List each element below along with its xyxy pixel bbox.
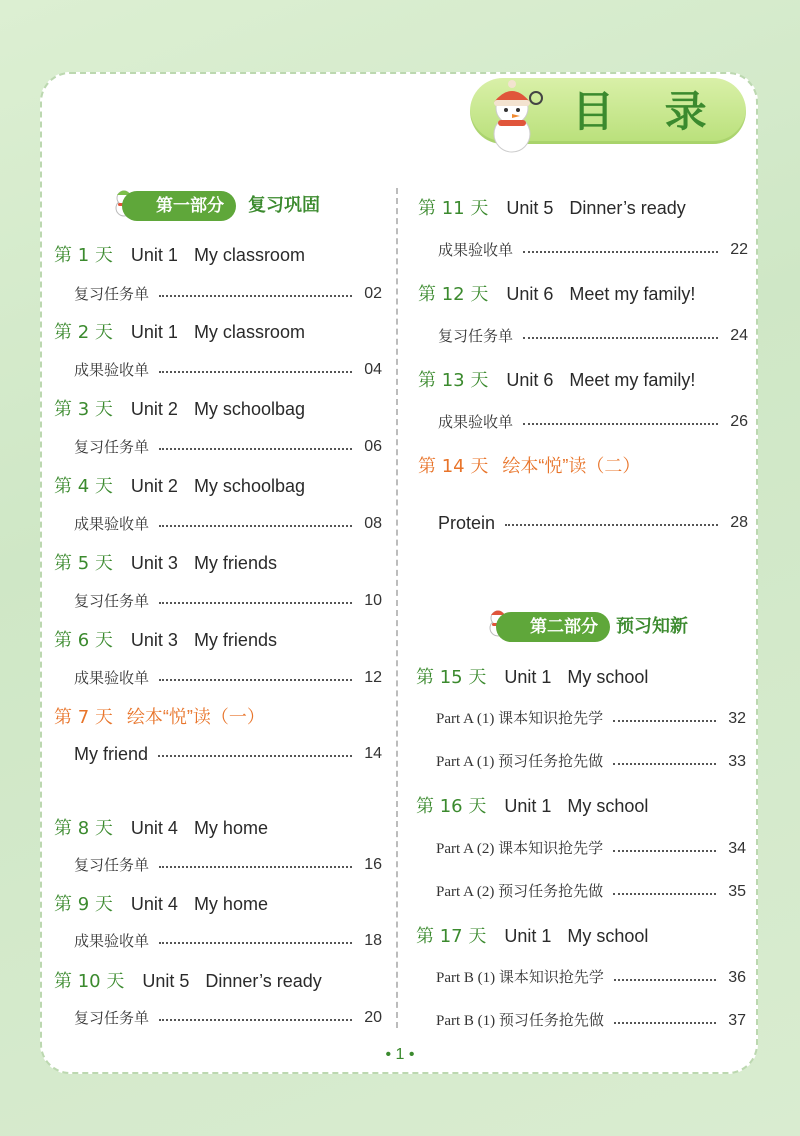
unit-label: Unit 1 bbox=[504, 926, 552, 946]
toc-entry-day15[interactable] bbox=[416, 664, 648, 691]
toc-entry-day1[interactable] bbox=[54, 242, 305, 269]
unit-label: Unit 1 bbox=[504, 796, 552, 816]
toc-sub-day4[interactable] bbox=[74, 512, 382, 536]
sub-label: Part B (1) 预习任务抢先做 bbox=[436, 1013, 604, 1029]
leader-dots bbox=[159, 525, 352, 527]
toc-entry-day8[interactable] bbox=[54, 815, 268, 842]
leader-dots bbox=[159, 448, 352, 450]
unit-label: Unit 3 bbox=[130, 630, 178, 650]
toc-sub-day11[interactable] bbox=[438, 238, 748, 262]
sub-label: 成果验收单 bbox=[74, 361, 150, 379]
toc-sub-day9[interactable] bbox=[74, 929, 382, 953]
page-ref: 35 bbox=[728, 883, 746, 900]
toc-entry-day7[interactable] bbox=[54, 704, 265, 731]
leader-dots bbox=[159, 371, 352, 373]
sub-label: Part B (1) 课本知识抢先学 bbox=[436, 970, 604, 986]
unit-label: Unit 1 bbox=[130, 245, 178, 265]
topic-label: My friends bbox=[193, 553, 277, 573]
sub-label: My friend bbox=[74, 744, 149, 764]
toc-entry-day6[interactable] bbox=[54, 627, 277, 654]
page-ref: 36 bbox=[728, 969, 746, 986]
sub-label: 复习任务单 bbox=[74, 285, 150, 303]
leader-dots bbox=[159, 1019, 352, 1021]
leader-dots bbox=[613, 720, 716, 722]
page-title: 目 录 bbox=[572, 87, 725, 136]
reading-title: 绘本“悦”读（一） bbox=[126, 707, 265, 727]
page-ref: 26 bbox=[730, 413, 748, 430]
day-label: 第 4 天 bbox=[54, 476, 113, 497]
page-ref: 32 bbox=[728, 710, 746, 727]
day-label: 第 3 天 bbox=[54, 399, 113, 420]
toc-entry-day4[interactable] bbox=[54, 473, 305, 500]
day-label: 第 10 天 bbox=[54, 971, 125, 992]
unit-label: Unit 5 bbox=[506, 198, 554, 218]
topic-label: My school bbox=[567, 926, 649, 946]
unit-label: Unit 4 bbox=[130, 894, 178, 914]
page-ref: 24 bbox=[730, 327, 748, 344]
sub-label: Part A (2) 课本知识抢先学 bbox=[436, 841, 604, 857]
toc-sub-day7[interactable] bbox=[74, 742, 382, 766]
toc-entry-day11[interactable] bbox=[418, 195, 686, 222]
toc-sub-day13[interactable] bbox=[438, 410, 748, 434]
sub-label: Protein bbox=[438, 513, 496, 533]
topic-label: My school bbox=[567, 796, 649, 816]
page-ref: 10 bbox=[364, 592, 382, 609]
sub-label: Part A (2) 预习任务抢先做 bbox=[436, 884, 604, 900]
day-label: 第 16 天 bbox=[416, 796, 487, 817]
toc-sub-day5[interactable] bbox=[74, 589, 382, 613]
day-label: 第 9 天 bbox=[54, 894, 113, 915]
leader-dots bbox=[614, 979, 716, 981]
day-label: 第 11 天 bbox=[418, 198, 489, 219]
toc-entry-day5[interactable] bbox=[54, 550, 277, 577]
leader-dots bbox=[613, 763, 716, 765]
day-label: 第 13 天 bbox=[418, 370, 489, 391]
unit-label: Unit 2 bbox=[130, 399, 178, 419]
leader-dots bbox=[159, 295, 352, 297]
topic-label: My schoolbag bbox=[193, 476, 305, 496]
toc-sub-day14[interactable] bbox=[438, 511, 748, 535]
part2-subtitle: 预习知新 bbox=[616, 616, 688, 637]
day-label: 第 17 天 bbox=[416, 926, 487, 947]
leader-dots bbox=[613, 893, 716, 895]
toc-sub-day17-a[interactable] bbox=[436, 966, 746, 990]
sub-label: 复习任务单 bbox=[74, 856, 150, 874]
part1-badge: 第一部分 bbox=[122, 191, 236, 221]
page-ref: 18 bbox=[364, 932, 382, 949]
day-label: 第 15 天 bbox=[416, 667, 487, 688]
leader-dots bbox=[159, 679, 352, 681]
leader-dots bbox=[505, 524, 718, 526]
topic-label: Meet my family! bbox=[569, 370, 696, 390]
toc-entry-day14[interactable] bbox=[418, 453, 640, 480]
unit-label: Unit 4 bbox=[130, 818, 178, 838]
toc-entry-day16[interactable] bbox=[416, 793, 648, 820]
page-ref: 37 bbox=[728, 1012, 746, 1029]
page-ref: 04 bbox=[364, 361, 382, 378]
day-label: 第 2 天 bbox=[54, 322, 113, 343]
topic-label: My friends bbox=[193, 630, 277, 650]
toc-sub-day15-a[interactable] bbox=[436, 707, 746, 731]
toc-entry-day12[interactable] bbox=[418, 281, 695, 308]
leader-dots bbox=[523, 423, 718, 425]
toc-sub-day10[interactable] bbox=[74, 1006, 382, 1030]
toc-entry-day13[interactable] bbox=[418, 367, 695, 394]
toc-sub-day1[interactable] bbox=[74, 282, 382, 306]
page-ref: 20 bbox=[364, 1009, 382, 1026]
sub-label: 成果验收单 bbox=[74, 669, 150, 687]
toc-sub-day3[interactable] bbox=[74, 435, 382, 459]
page-number: • 1 • bbox=[385, 1046, 415, 1063]
snowman-mascot-icon bbox=[472, 74, 552, 154]
topic-label: My classroom bbox=[193, 322, 305, 342]
toc-sub-day16-b[interactable] bbox=[436, 880, 746, 904]
toc-sub-day17-b[interactable] bbox=[436, 1009, 746, 1033]
day-label: 第 7 天 bbox=[54, 707, 113, 728]
part2-badge: 第二部分 bbox=[496, 612, 610, 642]
toc-sub-day16-a[interactable] bbox=[436, 837, 746, 861]
day-label: 第 6 天 bbox=[54, 630, 113, 651]
leader-dots bbox=[159, 866, 352, 868]
topic-label: My school bbox=[567, 667, 649, 687]
sub-label: 成果验收单 bbox=[438, 413, 514, 431]
leader-dots bbox=[159, 942, 352, 944]
sub-label: 复习任务单 bbox=[74, 592, 150, 610]
toc-entry-day9[interactable] bbox=[54, 891, 268, 918]
leader-dots bbox=[159, 602, 352, 604]
page-ref: 14 bbox=[364, 745, 382, 762]
unit-label: Unit 6 bbox=[506, 370, 554, 390]
topic-label: Dinner’s ready bbox=[569, 198, 686, 218]
column-divider bbox=[396, 188, 398, 1028]
page-ref: 02 bbox=[364, 285, 382, 302]
toc-entry-day2[interactable] bbox=[54, 319, 305, 346]
toc-sub-day8[interactable] bbox=[74, 853, 382, 877]
sub-label: Part A (1) 课本知识抢先学 bbox=[436, 711, 604, 727]
leader-dots bbox=[613, 850, 716, 852]
page-ref: 34 bbox=[728, 840, 746, 857]
topic-label: Dinner’s ready bbox=[205, 971, 322, 991]
leader-dots bbox=[158, 755, 352, 757]
topic-label: My schoolbag bbox=[193, 399, 305, 419]
part1-subtitle: 复习巩固 bbox=[248, 195, 320, 216]
unit-label: Unit 1 bbox=[130, 322, 178, 342]
sub-label: 成果验收单 bbox=[74, 932, 150, 950]
topic-label: My home bbox=[193, 818, 268, 838]
topic-label: My home bbox=[193, 894, 268, 914]
toc-entry-day10[interactable] bbox=[54, 968, 322, 995]
leader-dots bbox=[523, 337, 718, 339]
toc-entry-day3[interactable] bbox=[54, 396, 305, 423]
sub-label: 复习任务单 bbox=[438, 327, 514, 345]
toc-entry-day17[interactable] bbox=[416, 923, 648, 950]
unit-label: Unit 1 bbox=[504, 667, 552, 687]
day-label: 第 1 天 bbox=[54, 245, 113, 266]
page-ref: 08 bbox=[364, 515, 382, 532]
page-ref: 22 bbox=[730, 241, 748, 258]
unit-label: Unit 3 bbox=[130, 553, 178, 573]
leader-dots bbox=[614, 1022, 716, 1024]
toc-sub-day12[interactable] bbox=[438, 324, 748, 348]
toc-sub-day6[interactable] bbox=[74, 666, 382, 690]
sub-label: 复习任务单 bbox=[74, 438, 150, 456]
day-label: 第 5 天 bbox=[54, 553, 113, 574]
topic-label: Meet my family! bbox=[569, 284, 696, 304]
leader-dots bbox=[523, 251, 718, 253]
sub-label: 成果验收单 bbox=[438, 241, 514, 259]
page-ref: 16 bbox=[364, 856, 382, 873]
day-label: 第 8 天 bbox=[54, 818, 113, 839]
topic-label: My classroom bbox=[193, 245, 305, 265]
page-ref: 12 bbox=[364, 669, 382, 686]
unit-label: Unit 2 bbox=[130, 476, 178, 496]
page-ref: 33 bbox=[728, 753, 746, 770]
day-label: 第 14 天 bbox=[418, 456, 489, 477]
page-ref: 28 bbox=[730, 514, 748, 531]
unit-label: Unit 5 bbox=[142, 971, 190, 991]
toc-sub-day2[interactable] bbox=[74, 358, 382, 382]
sub-label: 复习任务单 bbox=[74, 1009, 150, 1027]
unit-label: Unit 6 bbox=[506, 284, 554, 304]
toc-sub-day15-b[interactable] bbox=[436, 750, 746, 774]
day-label: 第 12 天 bbox=[418, 284, 489, 305]
sub-label: 成果验收单 bbox=[74, 515, 150, 533]
page-ref: 06 bbox=[364, 438, 382, 455]
reading-title: 绘本“悦”读（二） bbox=[502, 456, 641, 476]
sub-label: Part A (1) 预习任务抢先做 bbox=[436, 754, 604, 770]
